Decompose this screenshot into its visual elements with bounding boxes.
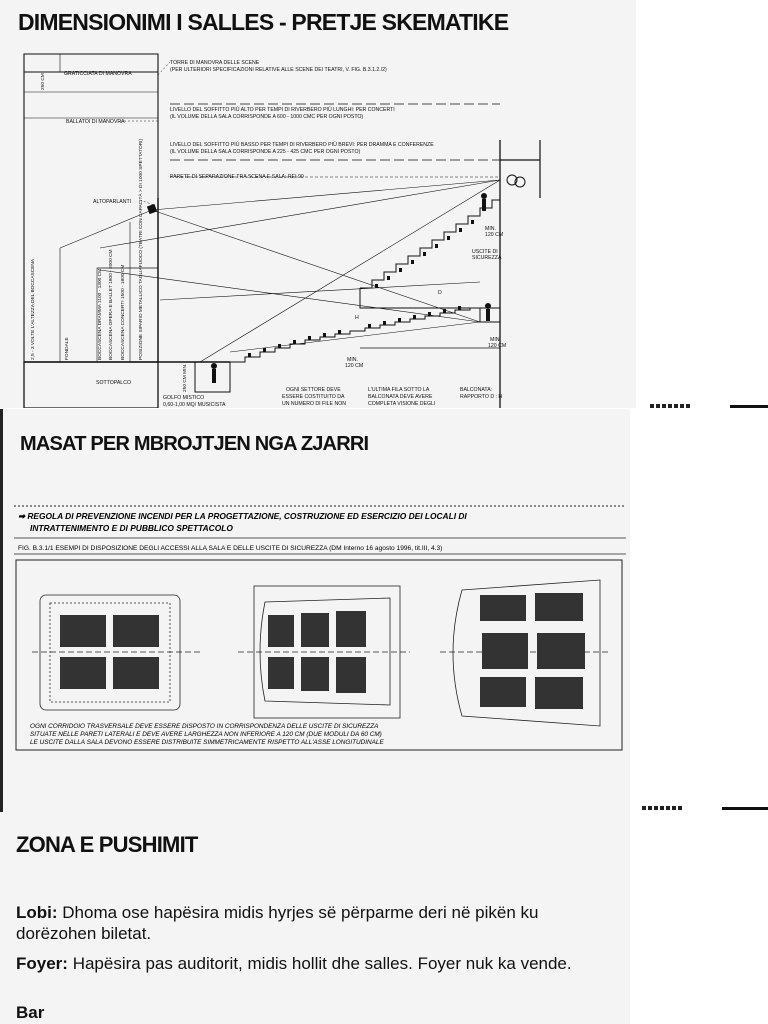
label-ultima-1: L'ULTIMA FILA SOTTO LA: [368, 387, 430, 393]
label-sottopalco: SOTTOPALCO: [96, 380, 131, 386]
divider-mark: [722, 807, 768, 810]
vlabel-250: 250 CM: [41, 73, 46, 90]
vlabel-boccascena-opera: BOCCASCENA OPERA E BALLET 1800 - 2000 CM: [109, 249, 114, 360]
label-balconata-1: BALCONATA:: [460, 387, 493, 393]
fig-heading-2: INTRATTENIMENTO E DI PUBBLICO SPETTACOLO: [30, 523, 233, 533]
label-min-e: MIN.: [347, 357, 358, 363]
label-ogni-1: OGNI SETTORE DEVE: [286, 387, 341, 393]
divider-mark: [642, 806, 684, 810]
vlabel-250-min: 250 CM MIN.: [183, 363, 188, 392]
section2-title: MASAT PER MBROJTJEN NGA ZJARRI: [20, 433, 369, 455]
vlabel-sipario: POSIZIONE SIPARIO METALLICO TAGLIAFUOCO (TEATRI CON CAPACITÀ > DI 1000 SPETTATORI): [139, 138, 144, 360]
divider-mark: [730, 405, 768, 408]
term-bar: Bar: [16, 1003, 45, 1022]
label-ultima-3: COMPLETA VISIONE DEGLI: [368, 401, 436, 407]
term-lobi: Lobi:: [16, 903, 58, 922]
label-h: H: [355, 315, 359, 321]
label-uscite-2: SICUREZZA: [472, 255, 502, 261]
vlabel-boccascena-height: 2,5 - 3 VOLTE L'ALTEZZA DEL BOCCASCENA: [31, 258, 36, 360]
label-liv-basso-1: LIVELLO DEL SOFFITTO PIÙ BASSO PER TEMPI DI RIVERBERO PIÙ BREVI: PER DRAMMA E CONFERENZE: [170, 142, 434, 148]
def-lobi: Dhoma ose hapësira midis hyrjes së përparme deri në pikën ku dorëzohen biletat.: [16, 903, 539, 943]
fig-note-2: SITUATE NELLE PARETI LATERALI E DEVE AVERE LARGHEZZA NON INFERIORE A 120 CM (DUE MODULI DA 60 CM): [30, 731, 382, 738]
label-ogni-3: UN NUMERO DI FILE NON: [282, 401, 346, 407]
label-min-d: 120 CM: [488, 343, 507, 349]
label-liv-basso-2: (IL VOLUME DELLA SALA CORRISPONDE A 225 - 425 CMC PER OGNI POSTO): [170, 149, 361, 155]
label-liv-alto-1: LIVELLO DEL SOFFITTO PIÙ ALTO PER TEMPI DI RIVERBERO PIÙ LUNGHI: PER CONCERTI: [170, 107, 395, 113]
label-uscite-1: USCITE DI: [472, 249, 498, 255]
def-foyer: Hapësira pas auditorit, midis hollit dhe salles. Foyer nuk ka vende.: [67, 954, 572, 973]
section3-title: ZONA E PUSHIMIT: [16, 832, 198, 857]
label-golfo-2: 0,60-1,00 MQ/ MUSICISTA: [163, 402, 226, 408]
label-altoparlanti: ALTOPARLANTI: [93, 199, 132, 205]
label-ultima-2: BALCONATA DEVE AVERE: [368, 394, 433, 400]
fig-note-1: OGNI CORRIDOIO TRASVERSALE DEVE ESSERE DISPOSTO IN CORRISPONDENZA DELLE USCITE DI SICUREZZA: [30, 723, 379, 730]
section1-title: DIMENSIONIMI I SALLES - PRETJE SKEMATIKE: [18, 9, 509, 35]
label-liv-alto-2: (IL VOLUME DELLA SALA CORRISPONDE A 600 - 1000 CMC PER OGNI POSTO): [170, 114, 364, 120]
vlabel-boccascena-dramma: BOCCASCENA DRAMMA 1100 - 1300 CM: [98, 268, 103, 360]
label-graticciata: GRATICCIATA DI MANOVRA: [64, 71, 132, 77]
definition-bar: [16, 1002, 596, 1023]
section-sala-dimensions: [0, 0, 636, 408]
label-min-f: 120 CM: [345, 363, 364, 369]
label-torre-2: (PER ULTERIORI SPECIFICAZIONI RELATIVE ALLE SCENE DEI TEATRI, V. FIG. B.3.1.2./2): [170, 67, 387, 73]
fig-note-3: LE USCITE DALLA SALA DEVONO ESSERE DISTRIBUITE SIMMETRICAMENTE RISPETTO ALL'ASSE LONGITUDINALE: [30, 739, 384, 746]
vlabel-boccascena-concerti: BOCCASCENA CONCERTI 1500 - 1800 CM: [121, 264, 126, 360]
term-foyer: Foyer:: [16, 954, 68, 973]
label-d: D: [438, 290, 442, 296]
label-ballatoi: BALLATOI DI MANOVRA: [66, 119, 125, 125]
label-min-b: 120 CM: [485, 232, 504, 238]
section-drawing: [0, 0, 636, 408]
label-parete: PARETE DI SEPARAZIONE TRA SCENA E SALA: REI 90: [170, 174, 304, 180]
label-balconata-2: RAPPORTO D : H: [460, 394, 503, 400]
fig-caption: FIG. B.3.1/1 ESEMPI DI DISPOSIZIONE DEGLI ACCESSI ALLA SALA E DELLE USCITE DI SICUREZZA (DM Interno 16 agosto 1996, tit.III, 4.3): [18, 545, 443, 552]
label-min-c: MIN.: [490, 337, 501, 343]
label-min-a: MIN.: [485, 226, 496, 232]
definition-lobi: [16, 902, 596, 944]
exit-layout-figure: [0, 500, 630, 790]
definition-foyer: [16, 953, 596, 974]
vlabel-fondale: FONDALE: [65, 337, 70, 360]
fig-heading-1: ➡ REGOLA DI PREVENZIONE INCENDI PER LA PROGETTAZIONE, COSTRUZIONE ED ESERCIZIO DEI LOCALI DI: [18, 511, 467, 521]
divider-mark: [650, 404, 692, 408]
label-torre-1: TORRE DI MANOVRA DELLE SCENE: [170, 60, 260, 66]
label-ogni-2: ESSERE COSTITUITO DA: [282, 394, 345, 400]
label-golfo-1: GOLFO MISTICO: [163, 395, 205, 401]
